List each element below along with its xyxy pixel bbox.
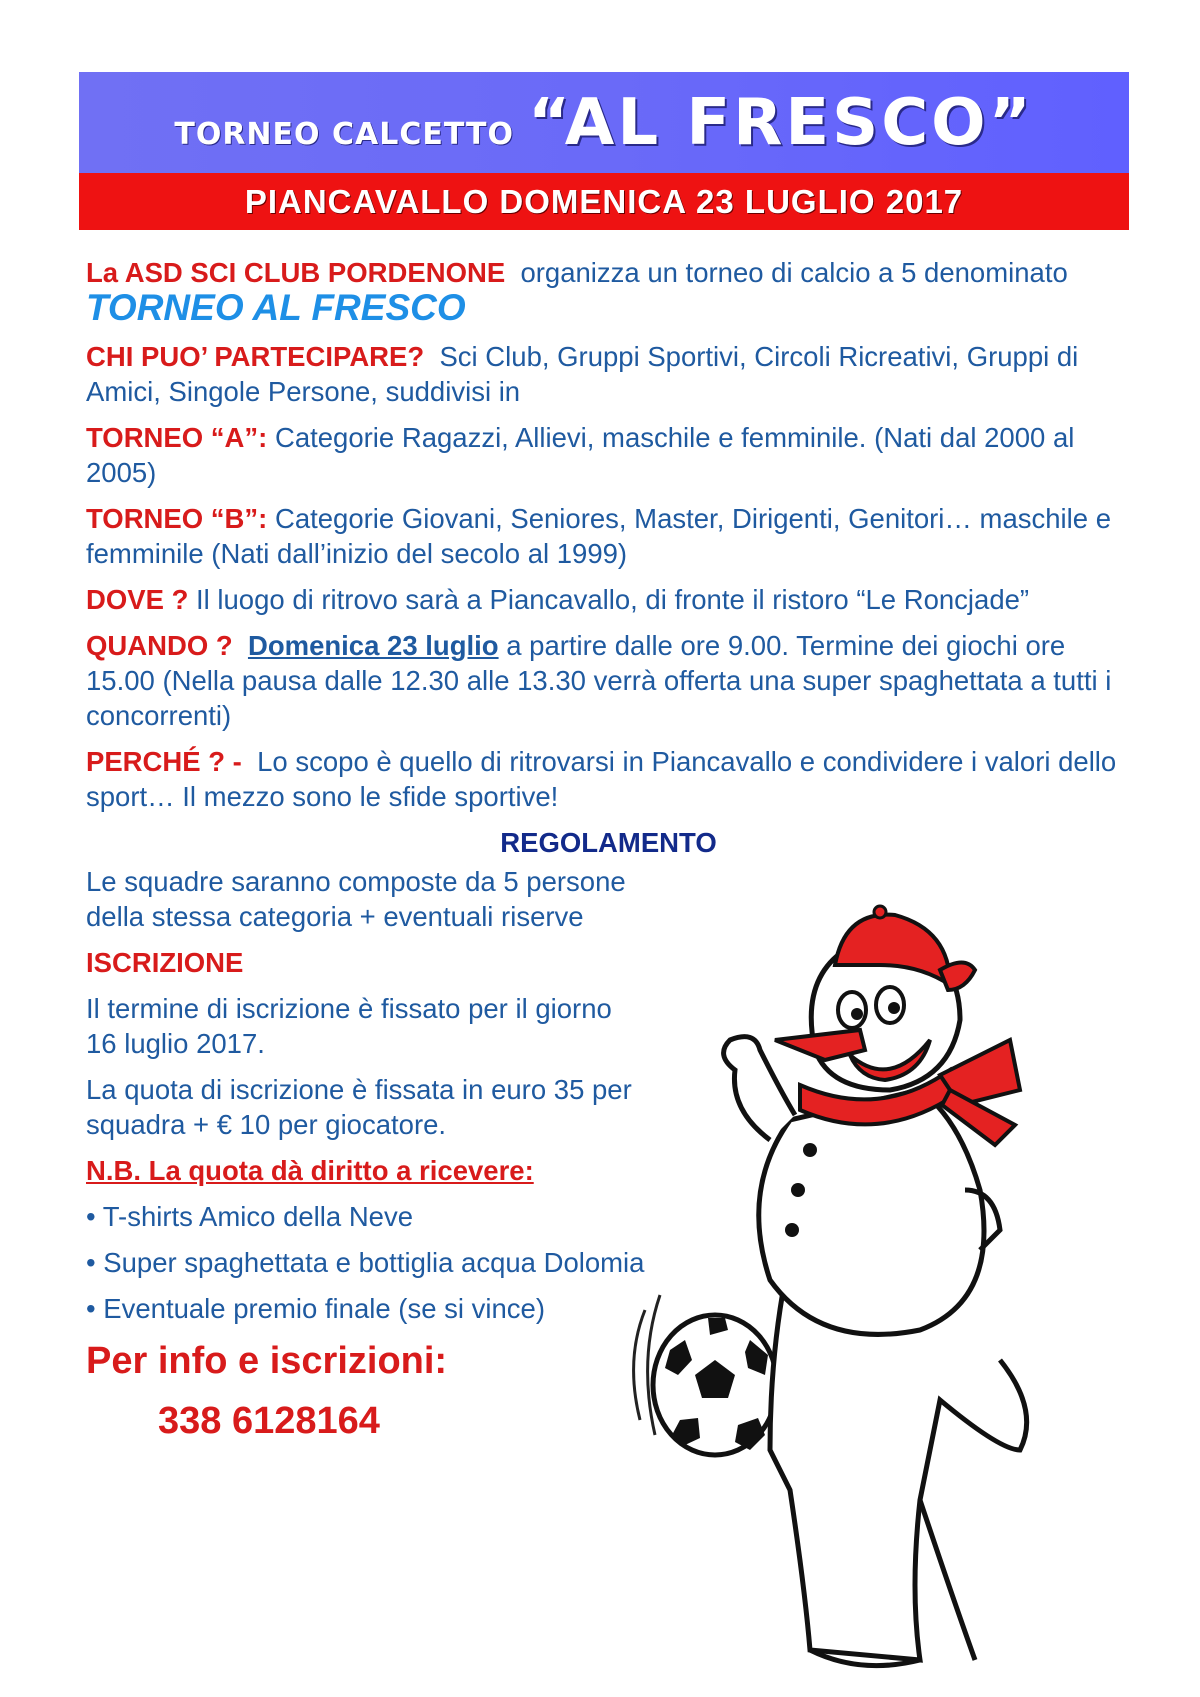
nb-item: • T-shirts Amico della Neve: [86, 1201, 414, 1232]
torneo-a-label: TORNEO “A”:: [86, 422, 268, 453]
title-small: TORNEO CALCETTO: [174, 117, 514, 152]
quando-date: Domenica 23 luglio: [247, 630, 499, 661]
chi-text: Sci Club, Gruppi Sportivi, Circoli Ricreativi, Gruppi di Amici, Singole Persone, suddivisi in: [86, 341, 1079, 407]
nb-item: • Super spaghettata e bottiglia acqua Dolomia: [86, 1247, 645, 1278]
subtitle: PIANCAVALLO DOMENICA 23 LUGLIO 2017: [244, 182, 964, 220]
intro-paragraph: [86, 255, 1131, 328]
torneo-b-label: TORNEO “B”:: [86, 503, 268, 534]
regolamento-title: REGOLAMENTO: [500, 827, 717, 858]
torneo-b-paragraph: [86, 501, 1131, 571]
iscrizione-quota: La quota di iscrizione è fissata in euro 35 per squadra + € 10 per giocatore.: [86, 1074, 632, 1140]
dove-paragraph: [86, 582, 1131, 617]
perche-text: Lo scopo è quello di ritrovarsi in Piancavallo e condividere i valori dello sport… Il mezzo sono le sfide sportive!: [86, 746, 1117, 812]
soccer-ball-icon: [653, 1315, 777, 1455]
torneo-b-text: Categorie Giovani, Seniores, Master, Dirigenti, Genitori… maschile e femminile (Nati dall’inizio del secolo al 1999): [86, 503, 1112, 569]
chi-label: CHI PUO’ PARTECIPARE?: [86, 341, 425, 372]
perche-label: PERCHÉ ? -: [86, 746, 242, 777]
tournament-name: TORNEO AL FRESCO: [86, 287, 466, 328]
snowman-body: [759, 1090, 984, 1334]
torneo-a-text: Categorie Ragazzi, Allievi, maschile e femminile. (Nati dal 2000 al 2005): [86, 422, 1075, 488]
chi-paragraph: [86, 339, 1131, 409]
quando-label: QUANDO ?: [86, 630, 233, 661]
perche-paragraph: [86, 744, 1131, 814]
org-name: La ASD SCI CLUB PORDENONE: [86, 257, 506, 288]
left-column: [86, 864, 646, 1445]
dove-label: DOVE ?: [86, 584, 189, 615]
title-banner: [79, 72, 1129, 173]
torneo-a-paragraph: [86, 420, 1131, 490]
dove-text: Il luogo di ritrovo sarà a Piancavallo, di fronte il ristoro “Le Roncjade”: [196, 584, 1030, 615]
motion-line-icon: [634, 1310, 645, 1420]
nb-title: N.B. La quota dà diritto a ricevere:: [86, 1155, 534, 1186]
intro-text: organizza un torneo di calcio a 5 denominato: [520, 257, 1068, 288]
quando-paragraph: [86, 628, 1131, 733]
quando-text: a partire dalle ore 9.00. Termine dei giochi ore 15.00 (Nella pausa dalle 12.30 alle 13.30 verrà offerta una super spaghettata a tutti i concorrenti): [86, 630, 1112, 731]
iscrizione-title: ISCRIZIONE: [86, 947, 244, 978]
iscrizione-deadline: Il termine di iscrizione è fissato per il giorno 16 luglio 2017.: [86, 993, 612, 1059]
nb-item: • Eventuale premio finale (se si vince): [86, 1293, 546, 1324]
snowman-footballer-illustration: [620, 890, 1120, 1670]
contact-label: Per info e iscrizioni:: [86, 1340, 448, 1382]
subtitle-banner: [79, 173, 1129, 230]
contact-phone: 338 6128164: [158, 1400, 380, 1442]
title-big: “AL FRESCO”: [527, 85, 1034, 160]
regolamento-text: Le squadre saranno composte da 5 persone della stessa categoria + eventuali riserve: [86, 866, 626, 932]
